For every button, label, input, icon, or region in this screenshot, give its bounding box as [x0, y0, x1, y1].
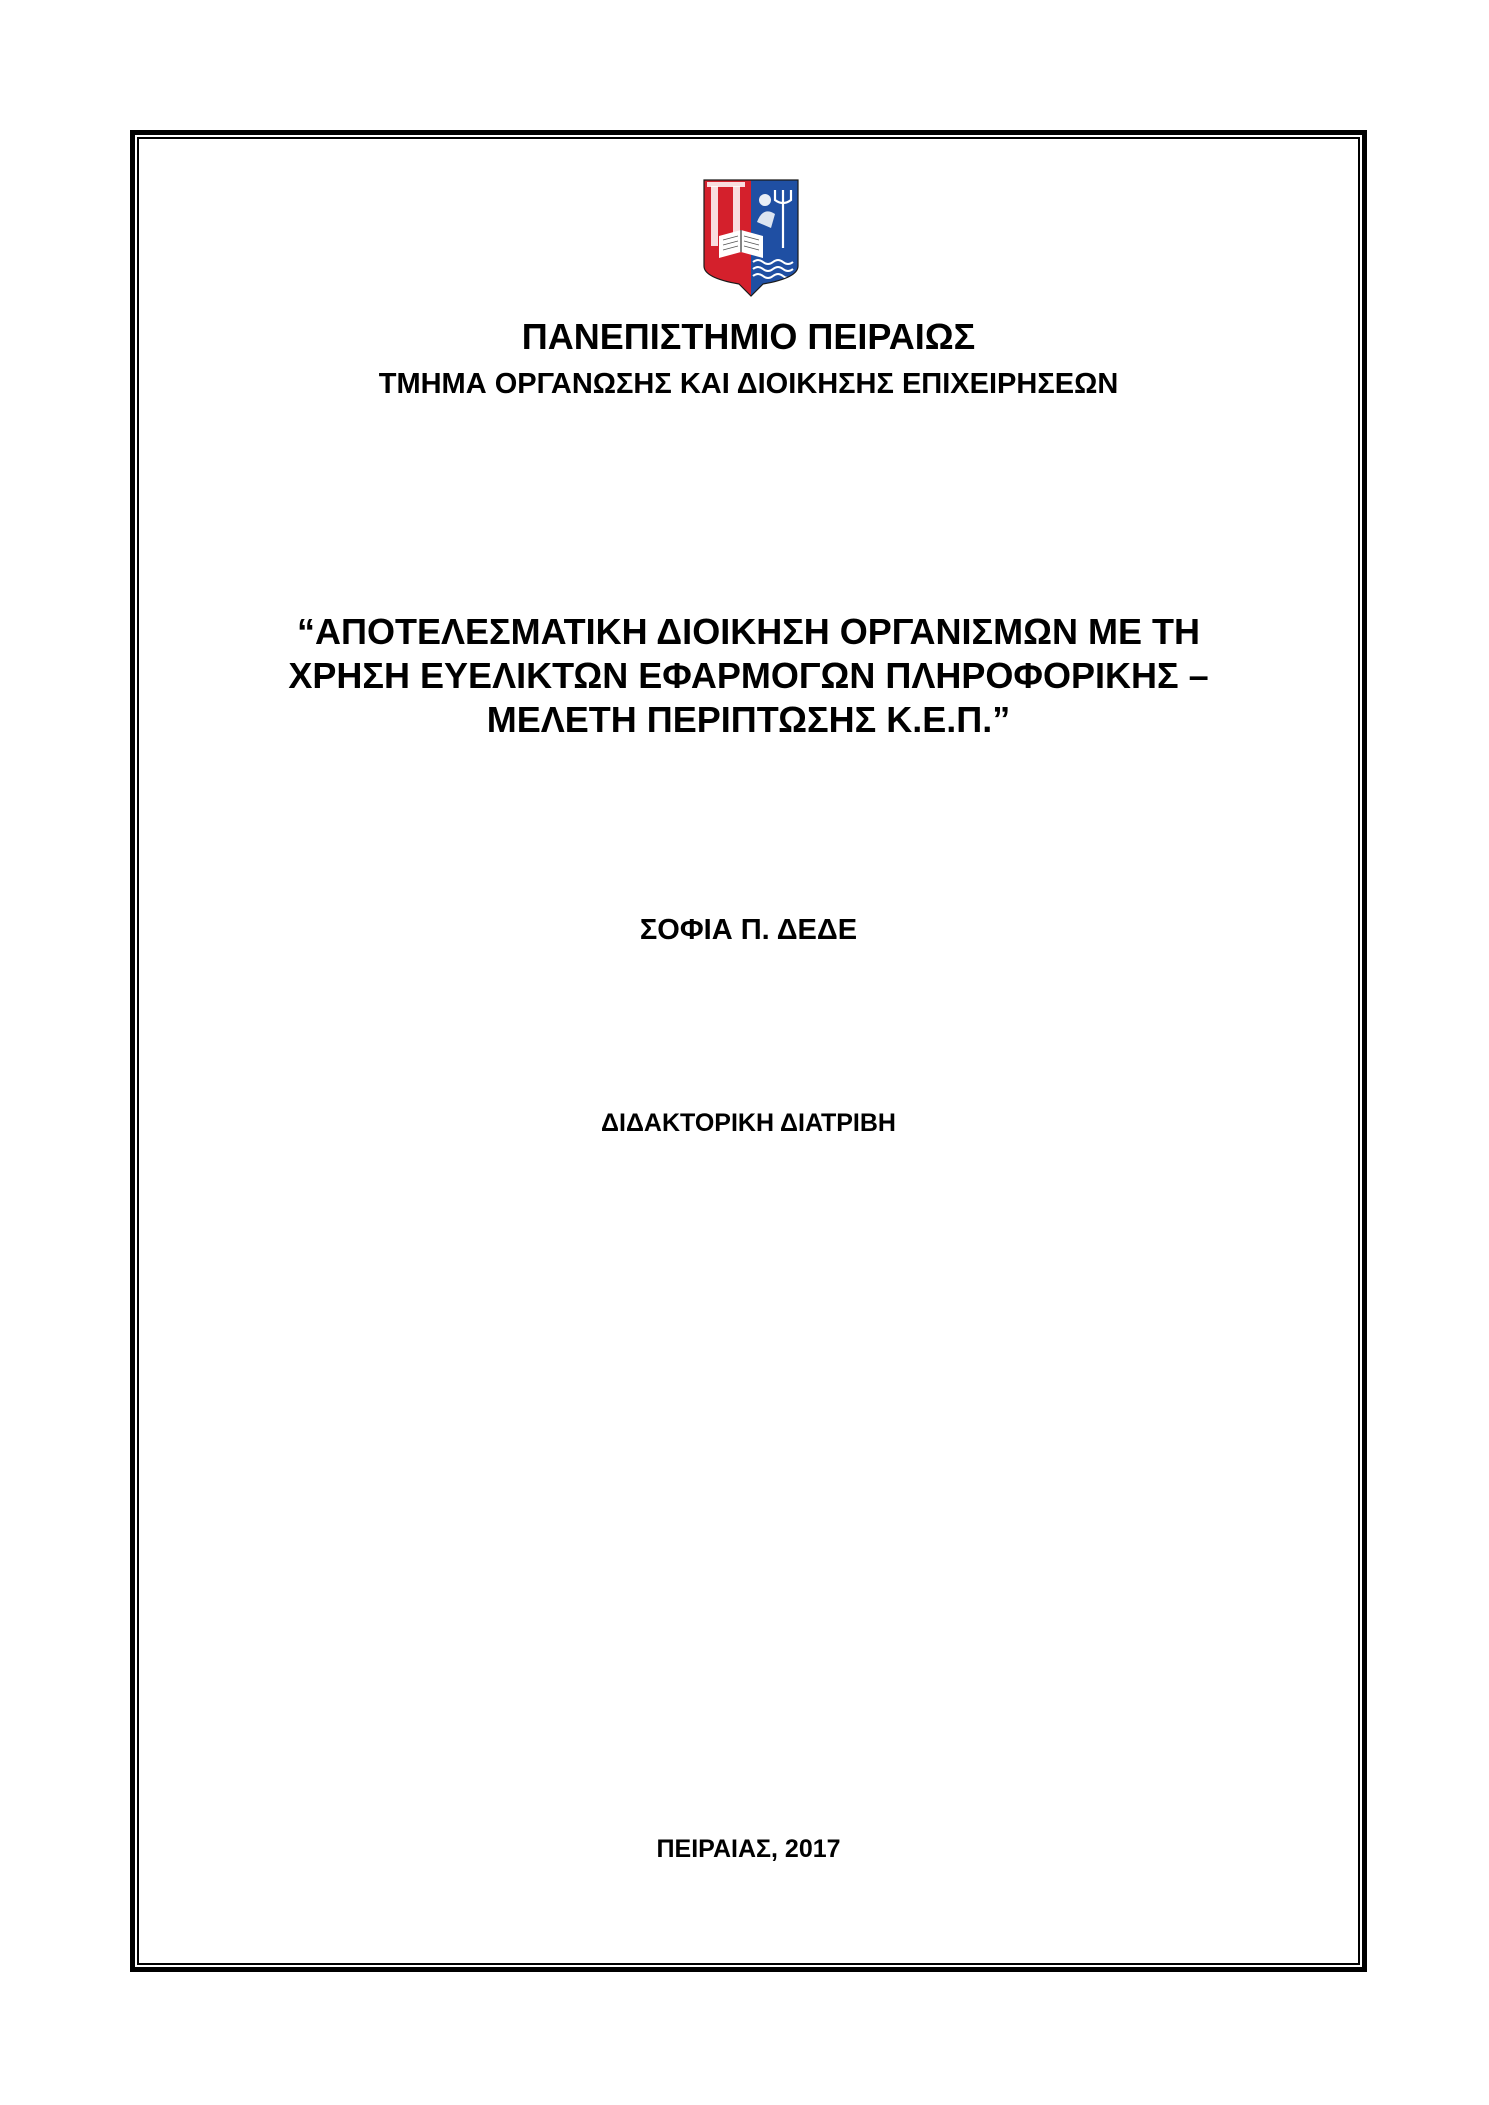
university-name: ΠΑΝΕΠΙΣΤΗΜΙΟ ΠΕΙΡΑΙΩΣ: [521, 316, 976, 357]
department-name: ΤΜΗΜΑ ΟΡΓΑΝΩΣΗΣ ΚΑΙ ΔΙΟΙΚΗΣΗΣ ΕΠΙΧΕΙΡΗΣΕΩΝ: [378, 368, 1119, 400]
thesis-title: [140, 610, 1357, 742]
place-and-year: ΠΕΙΡΑΙΑΣ, 2017: [656, 1835, 841, 1863]
thesis-title-line-1: “ΑΠΟΤΕΛΕΣΜΑΤΙΚΗ ΔΙΟΙΚΗΣΗ ΟΡΓΑΝΙΣΜΩΝ ΜΕ ΤΗ: [297, 611, 1200, 652]
page-border-inner: [137, 137, 1360, 1965]
document-type: ΔΙΔΑΚΤΟΡΙΚΗ ΔΙΑΤΡΙΒΗ: [601, 1109, 896, 1137]
author-name: ΣΟΦΙΑ Π. ΔΕΔΕ: [639, 914, 858, 946]
thesis-title-line-2: ΧΡΗΣΗ ΕΥΕΛΙΚΤΩΝ ΕΦΑΡΜΟΓΩΝ ΠΛΗΡΟΦΟΡΙΚΗΣ –: [288, 655, 1209, 696]
thesis-title-line-3: ΜΕΛΕΤΗ ΠΕΡΙΠΤΩΣΗΣ Κ.Ε.Π.”: [486, 699, 1011, 740]
university-crest-icon: [701, 178, 801, 298]
